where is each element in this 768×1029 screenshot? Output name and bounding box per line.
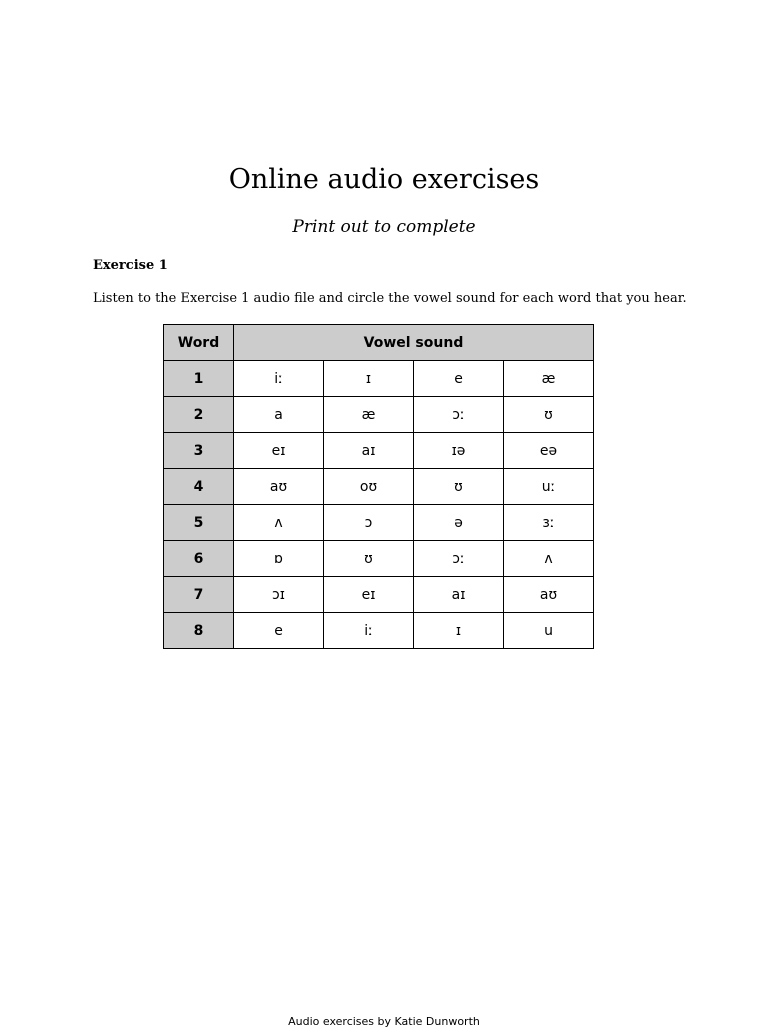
word-number-cell: 8: [164, 613, 234, 649]
vowel-option-cell: ɪ: [414, 613, 504, 649]
vowel-option-cell: ə: [414, 505, 504, 541]
vowel-option-cell: æ: [504, 361, 594, 397]
table-row: [164, 505, 594, 541]
word-number-cell: 3: [164, 433, 234, 469]
word-number-cell: 4: [164, 469, 234, 505]
vowel-option-cell: eɪ: [324, 577, 414, 613]
word-number-cell: 1: [164, 361, 234, 397]
vowel-option-cell: ɔː: [414, 397, 504, 433]
exercise-heading: Exercise 1: [93, 258, 168, 273]
vowel-sound-table: [163, 324, 594, 649]
word-number-cell: 6: [164, 541, 234, 577]
page-footer: Audio exercises by Katie Dunworth: [288, 1015, 480, 1028]
vowel-option-cell: uː: [504, 469, 594, 505]
vowel-sound-column-header: Vowel sound: [234, 325, 594, 361]
vowel-option-cell: oʊ: [324, 469, 414, 505]
vowel-option-cell: ʊ: [414, 469, 504, 505]
vowel-option-cell: ʊ: [324, 541, 414, 577]
vowel-option-cell: eə: [504, 433, 594, 469]
vowel-option-cell: aɪ: [324, 433, 414, 469]
vowel-option-cell: ʌ: [504, 541, 594, 577]
vowel-option-cell: e: [414, 361, 504, 397]
word-number-cell: 7: [164, 577, 234, 613]
word-column-header: Word: [164, 325, 234, 361]
table-row: [164, 613, 594, 649]
vowel-option-cell: iː: [234, 361, 324, 397]
word-number-cell: 2: [164, 397, 234, 433]
vowel-option-cell: ɪə: [414, 433, 504, 469]
table-row: [164, 469, 594, 505]
vowel-option-cell: iː: [324, 613, 414, 649]
vowel-option-cell: ɔɪ: [234, 577, 324, 613]
vowel-option-cell: e: [234, 613, 324, 649]
vowel-option-cell: ʊ: [504, 397, 594, 433]
vowel-option-cell: u: [504, 613, 594, 649]
vowel-option-cell: æ: [324, 397, 414, 433]
table-body: [164, 361, 594, 649]
vowel-option-cell: a: [234, 397, 324, 433]
table-row: [164, 397, 594, 433]
page-subtitle: Print out to complete: [292, 217, 476, 237]
exercise-instructions: Listen to the Exercise 1 audio file and circle the vowel sound for each word that you hear.: [93, 291, 687, 306]
table-row: [164, 577, 594, 613]
table-row: [164, 361, 594, 397]
vowel-option-cell: aʊ: [504, 577, 594, 613]
vowel-option-cell: eɪ: [234, 433, 324, 469]
table-row: [164, 433, 594, 469]
vowel-option-cell: ɔː: [414, 541, 504, 577]
vowel-option-cell: ɔ: [324, 505, 414, 541]
vowel-option-cell: ʌ: [234, 505, 324, 541]
vowel-option-cell: aʊ: [234, 469, 324, 505]
vowel-option-cell: aɪ: [414, 577, 504, 613]
table-row: [164, 541, 594, 577]
word-number-cell: 5: [164, 505, 234, 541]
page-title: Online audio exercises: [228, 164, 540, 195]
vowel-option-cell: ɜː: [504, 505, 594, 541]
vowel-option-cell: ɒ: [234, 541, 324, 577]
vowel-option-cell: ɪ: [324, 361, 414, 397]
table-header-row: [164, 325, 594, 361]
